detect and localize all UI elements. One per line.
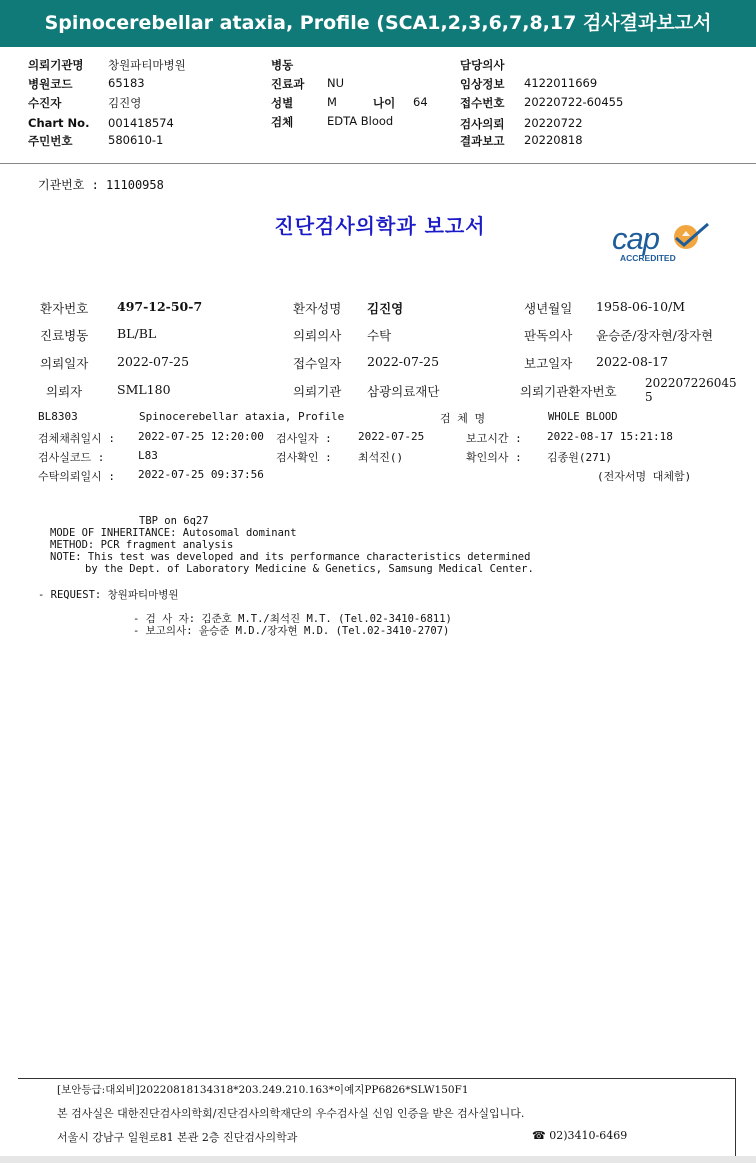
hdr-value-request: 20220722 [524, 116, 583, 130]
hdr-value-clinical: 4122011669 [524, 76, 598, 90]
hdr-value-sex: M [327, 95, 337, 109]
hdr-value-hospcode: 65183 [108, 76, 145, 90]
request-time-value: 2022-07-25 09:37:56 [138, 468, 264, 481]
hdr-value-accession: 20220722-60455 [524, 95, 624, 109]
hdr-value-patient: 김진영 [108, 96, 142, 110]
pi-label-reqdate: 의뢰일자 [40, 356, 89, 371]
hdr-value-dept: NU [327, 76, 345, 90]
report-time-value: 2022-08-17 15:21:18 [547, 430, 673, 443]
cap-check-icon [668, 221, 712, 251]
hdr-label-sex: 성별 [271, 96, 294, 110]
hdr-label-report: 결과보고 [460, 134, 505, 148]
hdr-value-org: 창원파티마병원 [108, 58, 186, 72]
doctor-value: 김종원(271) [547, 451, 612, 464]
pi-value-recvdate: 2022-07-25 [367, 354, 440, 369]
room-label: 검사실코드 : [38, 451, 105, 464]
pi-label-refdoc: 의뢰의사 [293, 328, 342, 343]
hdr-value-ssn: 580610-1 [108, 133, 164, 147]
pi-value-orgpatno-wrap: 5 [645, 390, 653, 404]
pi-label-birth: 생년월일 [524, 301, 573, 316]
pi-label-ward: 진료병동 [40, 328, 89, 343]
pi-value-orgpatno: 202207226045 [645, 376, 737, 390]
result-request: - REQUEST: 창원파티마병원 [38, 589, 179, 601]
pi-label-recvdate: 접수일자 [293, 356, 342, 371]
pi-label-orgpatno: 의뢰기관환자번호 [520, 384, 617, 399]
cap-logo-subtext: ACCREDITED [620, 253, 676, 263]
page-bottom-edge [0, 1156, 756, 1163]
confirm-label: 검사확인 : [276, 451, 332, 464]
specimen-value: WHOLE BLOOD [548, 411, 618, 423]
test-date-label: 검사일자 : [276, 432, 332, 445]
hdr-value-specimen: EDTA Blood [327, 114, 394, 128]
page-title: Spinocerebellar ataxia, Profile (SCA1,2,3,6,7,8,17 검사결과보고서 [44, 12, 712, 34]
result-method: METHOD: PCR fragment analysis [50, 539, 234, 551]
hdr-label-doctor: 담당의사 [460, 58, 505, 72]
certification-line: 본 검사실은 대한진단검사의학회/진단검사의학재단의 우수검사실 신임 인증을 받은 검사실입니다. [57, 1107, 525, 1120]
pi-value-refdoc: 수탁 [367, 328, 392, 343]
test-date-value: 2022-07-25 [358, 430, 425, 443]
result-reporter: - 보고의사: 윤승준 M.D./장자현 M.D. (Tel.02-3410-2707) [133, 625, 450, 637]
hdr-label-ward: 병동 [271, 58, 294, 72]
pi-label-repdate: 보고일자 [524, 356, 573, 371]
hdr-label-org: 의뢰기관명 [28, 58, 84, 72]
pi-value-requester: SML180 [117, 382, 171, 397]
cap-logo-text: cap [612, 221, 659, 256]
pi-label-requester: 의뢰자 [46, 384, 83, 399]
collect-label: 검체채취일시 : [38, 432, 116, 445]
hdr-label-age: 나이 [373, 96, 396, 110]
hdr-label-hospcode: 병원코드 [28, 77, 73, 91]
hdr-label-accession: 접수번호 [460, 96, 505, 110]
hdr-value-report: 20220818 [524, 133, 583, 147]
hdr-label-specimen: 검체 [271, 115, 294, 129]
esign-note: (전자서명 대체함) [597, 470, 692, 483]
confirm-value: 최석진() [358, 451, 404, 464]
pi-value-birth: 1958-06-10/M [596, 299, 686, 314]
pi-value-reqorg: 삼광의료재단 [367, 384, 440, 399]
pi-value-repdate: 2022-08-17 [596, 354, 669, 369]
collect-value: 2022-07-25 12:20:00 [138, 430, 264, 443]
pi-label-patname: 환자성명 [293, 301, 342, 316]
hdr-label-patient: 수진자 [28, 96, 62, 110]
report-title-bar [0, 0, 756, 47]
result-tester: - 검 사 자: 김준호 M.T./최석진 M.T. (Tel.02-3410-6811) [133, 613, 452, 625]
hdr-label-dept: 진료과 [271, 77, 305, 91]
pi-value-patname: 김진영 [367, 301, 404, 316]
result-note-line1: NOTE: This test was developed and its performance characteristics determined [50, 551, 531, 563]
security-line: [보안등급:대외비]20220818134318*203.249.210.163*이예지PP6826*SLW150F1 [57, 1084, 469, 1096]
address-line: 서울시 강남구 일원로81 본관 2층 진단검사의학과 [57, 1131, 298, 1144]
pi-value-ward: BL/BL [117, 326, 157, 341]
hdr-label-ssn: 주민번호 [28, 134, 73, 148]
hdr-label-chartno: Chart No. [28, 116, 90, 130]
pi-label-reqorg: 의뢰기관 [293, 384, 342, 399]
cap-accredited-logo [610, 219, 714, 267]
test-code: BL8303 [38, 410, 78, 423]
report-time-label: 보고시간 : [466, 432, 522, 445]
phone-line: ☎ 02)3410-6469 [532, 1129, 628, 1142]
pi-label-reader: 판독의사 [524, 328, 573, 343]
pi-value-reqdate: 2022-07-25 [117, 354, 190, 369]
result-tbp: TBP on 6q27 [139, 515, 209, 527]
hdr-label-clinical: 임상정보 [460, 77, 505, 91]
pi-value-patno: 497-12-50-7 [117, 299, 203, 314]
pi-value-reader: 윤승준/장자현/장자현 [596, 328, 714, 343]
report-heading: 진단검사의학과 보고서 [274, 214, 486, 238]
hdr-label-request: 검사의뢰 [460, 117, 505, 131]
request-time-label: 수탁의뢰일시 : [38, 470, 116, 483]
pi-label-patno: 환자번호 [40, 301, 89, 316]
hdr-value-chartno: 001418574 [108, 116, 174, 130]
result-note-line2: by the Dept. of Laboratory Medicine & Genetics, Samsung Medical Center. [85, 563, 534, 575]
result-mode: MODE OF INHERITANCE: Autosomal dominant [50, 527, 297, 539]
test-name: Spinocerebellar ataxia, Profile [139, 410, 345, 423]
institution-number: 기관번호 : 11100958 [38, 178, 164, 192]
header-divider [0, 163, 756, 164]
room-value: L83 [138, 449, 158, 462]
doctor-label: 확인의사 : [466, 451, 522, 464]
specimen-label: 검 체 명 [440, 412, 486, 425]
hdr-value-age: 64 [413, 95, 428, 109]
